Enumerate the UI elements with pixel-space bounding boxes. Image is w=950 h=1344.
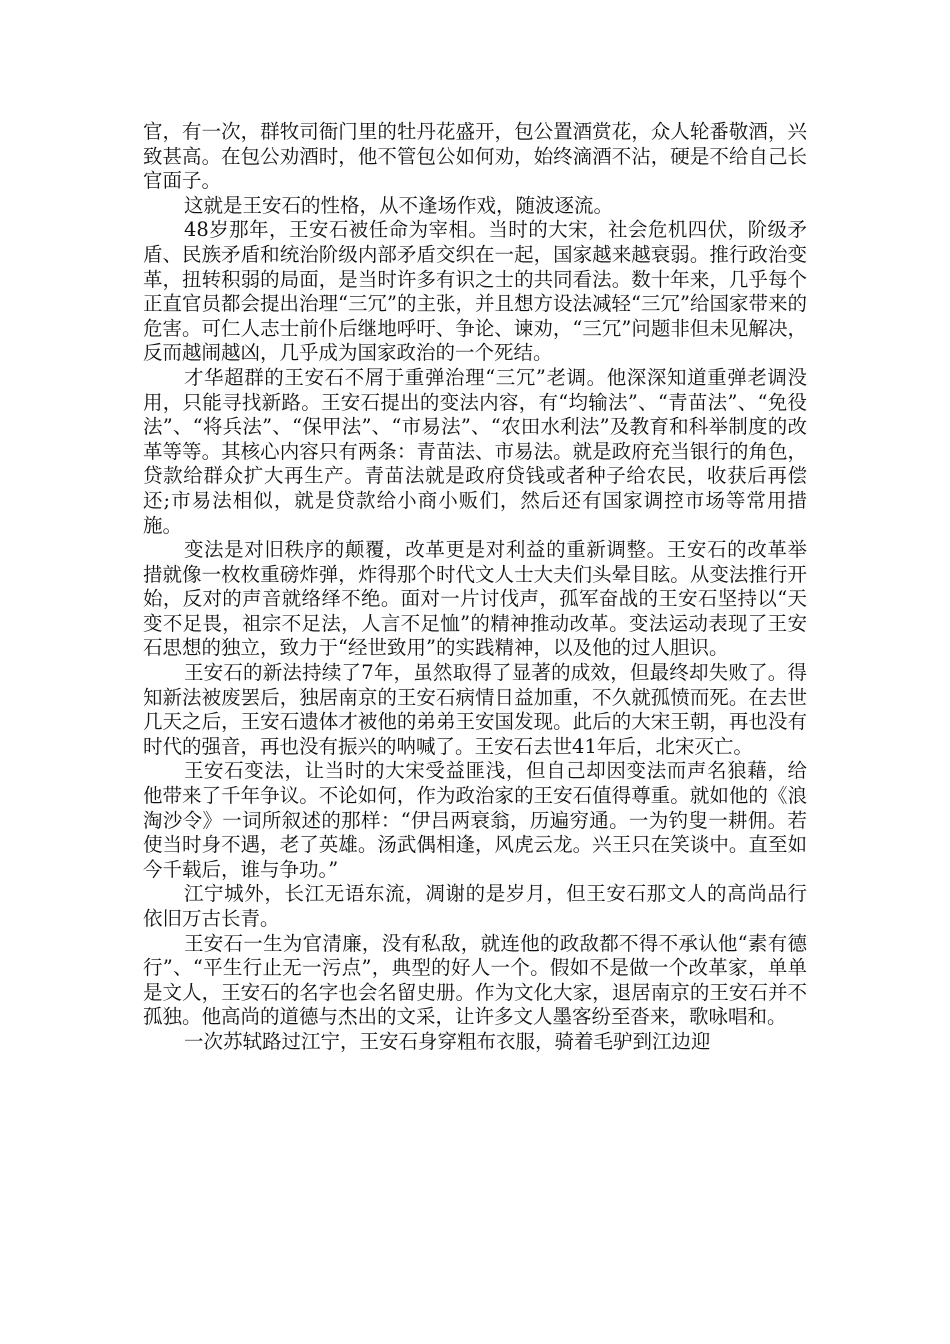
paragraph-10: 一次苏轼路过江宁，王安石身穿粗布衣服，骑着毛驴到江边迎 [183, 1029, 711, 1053]
paragraph-7: 王安石变法，让当时的大宋受益匪浅，但自己却因变法而声名狼藉，给他带来了千年争议。不论如何，作为政治家的王安石值得尊重。就如他的《浪淘沙令》一词所叙述的那样：“伊吕两衰翁，历遍穷通。一为钓叟一耕佣。若使当时身不遇，老了英雄。汤武偶相逢，风虎云龙。兴王只在笑谈中。直至如今千载后，谁与争功。” [143, 759, 807, 881]
paragraph-5: 变法是对旧秩序的颠覆，改革更是对利益的重新调整。王安石的改革举措就像一枚枚重磅炸弹，炸得那个时代文人士大夫们头晕目眩。从变法推行开始，反对的声音就络绎不绝。面对一片讨伐声，孤军奋战的王安石坚持以“天变不足畏，祖宗不足法，人言不足恤”的精神推动改革。变法运动表现了王安石思想的独立，致力于“经世致用”的实践精神，以及他的过人胆识。 [143, 538, 807, 660]
paragraph-8: 江宁城外，长江无语东流，凋谢的是岁月，但王安石那文人的高尚品行依旧万古长青。 [143, 882, 807, 930]
paragraph-6: 王安石的新法持续了7年，虽然取得了显著的成效，但最终却失败了。得知新法被废罢后，独居南京的王安石病情日益加重，不久就孤愤而死。在去世几天之后，王安石遗体才被他的弟弟王安国发现。此后的大宋王朝，再也没有时代的强音，再也没有振兴的呐喊了。王安石去世41年后，北宋灭亡。 [143, 661, 807, 758]
paragraph-2: 这就是王安石的性格，从不逢场作戏，随波逐流。 [183, 193, 613, 217]
document-body [143, 120, 807, 1055]
paragraph-1: 官，有一次，群牧司衙门里的牡丹花盛开，包公置酒赏花，众人轮番敬酒，兴致甚高。在包公劝酒时，他不管包公如何劝，始终滴酒不沾，硬是不给自己长官面子。 [143, 120, 807, 193]
paragraph-4: 才华超群的王安石不屑于重弹治理“三冗”老调。他深深知道重弹老调没用，只能寻找新路。王安石提出的变法内容，有“均输法”、“青苗法”、“免役法”、“将兵法”、“保甲法”、“市易法”、“农田水利法”及教育和科举制度的改革等等。其核心内容只有两条：青苗法、市易法。就是政府充当银行的角色，贷款给群众扩大再生产。青苗法就是政府贷钱或者种子给农民，收获后再偿还;市易法相似，就是贷款给小商小贩们，然后还有国家调控市场等常用措施。 [143, 365, 807, 537]
paragraph-3: 48岁那年，王安石被任命为宰相。当时的大宋，社会危机四伏，阶级矛盾、民族矛盾和统治阶级内部矛盾交织在一起，国家越来越衰弱。推行政治变革，扭转积弱的局面，是当时许多有识之士的共同看法。数十年来，几乎每个正直官员都会提出治理“三冗”的主张，并且想方设法减轻“三冗”给国家带来的危害。可仁人志士前仆后继地呼吁、争论、谏劝，“三冗”问题非但未见解决，反而越闹越凶，几乎成为国家政治的一个死结。 [143, 218, 807, 365]
paragraph-9: 王安石一生为官清廉，没有私敌，就连他的政敌都不得不承认他“素有德行”、“平生行止无一污点”，典型的好人一个。假如不是做一个改革家，单单是文人，王安石的名字也会名留史册。作为文化大家，退居南京的王安石并不孤独。他高尚的道德与杰出的文采，让许多文人墨客纷至沓来，歌咏唱和。 [143, 931, 807, 1029]
